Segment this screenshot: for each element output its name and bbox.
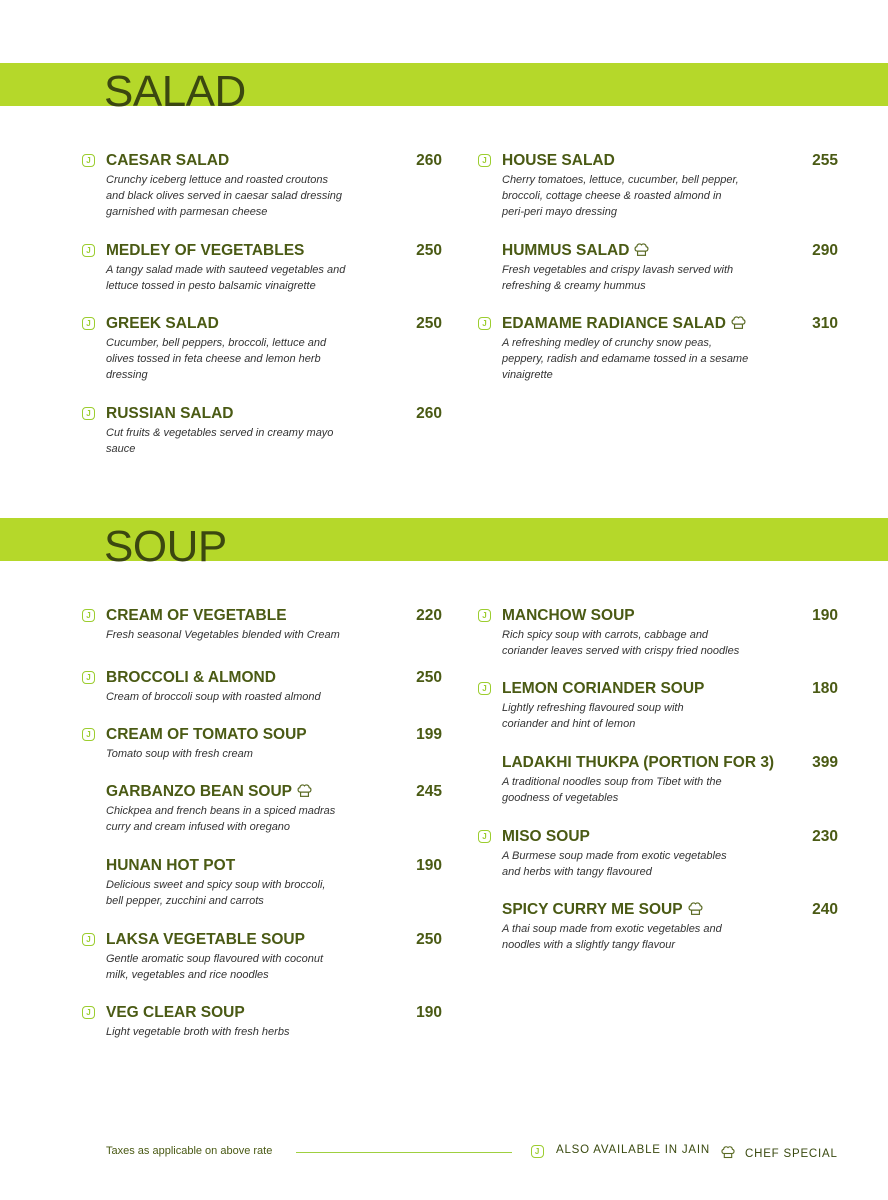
menu-item-description: [502, 262, 757, 294]
description-line: bell pepper, zucchini and carrots: [106, 895, 264, 907]
description-line: lettuce tossed in pesto balsamic vinaigrette: [106, 280, 316, 292]
menu-item-name: [106, 241, 304, 261]
description-line: Tomato soup with fresh cream: [106, 748, 253, 760]
menu-item-description: [106, 1024, 361, 1040]
chef-hat-icon: [296, 782, 313, 805]
description-line: A tangy salad made with sauteed vegetables and: [106, 264, 346, 276]
menu-item: [478, 151, 838, 220]
jain-icon: J: [82, 154, 95, 167]
description-line: Cucumber, bell peppers, broccoli, lettuce and: [106, 337, 327, 349]
description-line: Fresh vegetables and crispy lavash served with: [502, 264, 734, 276]
menu-item-header: [478, 314, 838, 334]
menu-item-header: [82, 668, 442, 688]
menu-item-price: 250: [416, 242, 442, 259]
menu-item-description: [106, 335, 361, 383]
menu-item-header: [478, 679, 838, 699]
menu-item-header: [82, 725, 442, 745]
menu-item-name-text: MEDLEY OF VEGETABLES: [106, 242, 305, 259]
menu-item-price: 290: [812, 242, 838, 259]
jain-icon: J: [82, 407, 95, 420]
menu-item-description: [106, 877, 361, 909]
menu-item: [82, 606, 442, 643]
menu-item-name-text: GREEK SALAD: [106, 315, 219, 332]
jain-icon: J: [82, 728, 95, 741]
menu-item-name-text: CREAM OF TOMATO SOUP: [106, 726, 307, 743]
menu-item-name: [502, 606, 635, 626]
menu-item-description: [106, 803, 361, 835]
description-line: Rich spicy soup with carrots, cabbage and: [502, 629, 709, 641]
description-line: goodness of vegetables: [502, 792, 619, 804]
menu-item-name-text: LEMON CORIANDER SOUP: [502, 680, 705, 697]
menu-item-name-text: RUSSIAN SALAD: [106, 405, 234, 422]
chef-hat-icon: [687, 900, 704, 923]
menu-item-price: 399: [812, 754, 838, 771]
menu-item-price: 250: [416, 931, 442, 948]
menu-item-name: [502, 753, 774, 773]
menu-item-name: [502, 679, 704, 699]
description-line: garnished with parmesan cheese: [106, 206, 268, 218]
menu-item-name: [106, 606, 287, 626]
menu-item-header: [82, 606, 442, 626]
menu-item-name: [106, 782, 313, 805]
jain-icon: J: [531, 1145, 544, 1158]
salad-title: SALAD: [104, 67, 246, 116]
menu-item-name: [106, 668, 276, 688]
legend-chef-label: CHEF SPECIAL: [745, 1148, 838, 1160]
menu-item-name-text: HOUSE SALAD: [502, 152, 615, 169]
menu-item: [478, 753, 838, 806]
footer-divider: [296, 1152, 512, 1153]
menu-item: [478, 314, 838, 383]
description-line: Chickpea and french beans in a spiced madras: [106, 805, 336, 817]
menu-item: [478, 606, 838, 659]
jain-icon: J: [478, 609, 491, 622]
jain-icon: J: [82, 933, 95, 946]
description-line: Delicious sweet and spicy soup with broccoli,: [106, 879, 326, 891]
jain-icon: J: [478, 154, 491, 167]
menu-item-description: [106, 262, 361, 294]
menu-item-price: 190: [416, 1004, 442, 1021]
description-line: coriander and hint of lemon: [502, 718, 636, 730]
menu-item-name-text: HUMMUS SALAD: [502, 242, 630, 259]
menu-item-description: [106, 172, 361, 220]
legend-jain-label: ALSO AVAILABLE IN JAIN: [556, 1144, 710, 1156]
description-line: A Burmese soup made from exotic vegetables: [502, 850, 727, 862]
menu-item: [82, 404, 442, 457]
description-line: broccoli, cottage cheese & roasted almond in: [502, 190, 722, 202]
description-line: Cream of broccoli soup with roasted almond: [106, 691, 321, 703]
menu-item-description: [106, 627, 361, 643]
menu-item-description: [502, 774, 757, 806]
menu-item: [478, 241, 838, 294]
description-line: Gentle aromatic soup flavoured with coconut: [106, 953, 324, 965]
menu-item-price: 220: [416, 607, 442, 624]
menu-item-price: 260: [416, 405, 442, 422]
menu-item-name-text: LAKSA VEGETABLE SOUP: [106, 931, 305, 948]
menu-item: [82, 314, 442, 383]
menu-item-price: 250: [416, 669, 442, 686]
menu-item-name-text: GARBANZO BEAN SOUP: [106, 783, 293, 800]
description-line: coriander leaves served with crispy fried noodles: [502, 645, 740, 657]
description-line: and black olives served in caesar salad dressing: [106, 190, 343, 202]
menu-item: [82, 856, 442, 909]
description-line: vinaigrette: [502, 369, 553, 381]
jain-icon: J: [82, 1006, 95, 1019]
description-line: peri-peri mayo dressing: [502, 206, 617, 218]
description-line: sauce: [106, 443, 136, 455]
description-line: milk, vegetables and rice noodles: [106, 969, 269, 981]
description-line: Cut fruits & vegetables served in creamy mayo: [106, 427, 334, 439]
jain-icon: J: [478, 317, 491, 330]
menu-item-header: [82, 782, 442, 802]
jain-icon: J: [82, 244, 95, 257]
description-line: and herbs with tangy flavoured: [502, 866, 652, 878]
menu-item-header: [82, 314, 442, 334]
menu-item: [82, 151, 442, 220]
menu-item-name-text: MISO SOUP: [502, 828, 590, 845]
menu-item-header: [82, 856, 442, 876]
menu-item-header: [478, 241, 838, 261]
menu-item-header: [82, 1003, 442, 1023]
menu-item-name-text: MANCHOW SOUP: [502, 607, 635, 624]
description-line: Lightly refreshing flavoured soup with: [502, 702, 684, 714]
menu-item-description: [502, 627, 757, 659]
menu-item-price: 310: [812, 315, 838, 332]
chef-hat-icon: [633, 241, 650, 264]
menu-item-name: [106, 314, 219, 334]
description-line: Fresh seasonal Vegetables blended with Cream: [106, 629, 340, 641]
menu-item-name-text: EDAMAME RADIANCE SALAD: [502, 315, 726, 332]
description-line: A traditional noodles soup from Tibet with the: [502, 776, 722, 788]
menu-item-price: 230: [812, 828, 838, 845]
menu-item-description: [502, 848, 757, 880]
jain-icon: J: [82, 671, 95, 684]
tax-note: Taxes as applicable on above rate: [106, 1145, 273, 1157]
menu-item-description: [502, 335, 757, 383]
menu-item-name-text: VEG CLEAR SOUP: [106, 1004, 245, 1021]
menu-item-description: [502, 921, 757, 953]
menu-item-name: [502, 241, 650, 264]
menu-item-name-text: LADAKHI THUKPA (PORTION FOR 3): [502, 754, 775, 771]
menu-item-name-text: CREAM OF VEGETABLE: [106, 607, 287, 624]
jain-icon: J: [478, 682, 491, 695]
description-line: peppery, radish and edamame tossed in a sesame: [502, 353, 749, 365]
chef-hat-icon: [730, 314, 747, 337]
description-line: Crunchy iceberg lettuce and roasted croutons: [106, 174, 328, 186]
menu-item-header: [478, 827, 838, 847]
menu-item-name: [502, 314, 747, 337]
menu-item-price: 245: [416, 783, 442, 800]
menu-item-price: 250: [416, 315, 442, 332]
legend-jain: [531, 1144, 710, 1158]
description-line: refreshing & creamy hummus: [502, 280, 646, 292]
menu-item: [82, 241, 442, 294]
soup-title: SOUP: [104, 522, 227, 571]
menu-item-header: [82, 404, 442, 424]
jain-icon: J: [478, 830, 491, 843]
menu-item-header: [478, 900, 838, 920]
description-line: olives tossed in feta cheese and lemon herb: [106, 353, 321, 365]
menu-item-name: [106, 930, 305, 950]
menu-item-description: [106, 689, 361, 705]
menu-item-name: [502, 151, 615, 171]
menu-item-price: 190: [416, 857, 442, 874]
menu-item-name: [106, 1003, 245, 1023]
menu-item-name: [502, 900, 704, 923]
menu-item-description: [106, 746, 361, 762]
description-line: Light vegetable broth with fresh herbs: [106, 1026, 290, 1038]
description-line: noodles with a slightly tangy flavour: [502, 939, 676, 951]
menu-item-name-text: CAESAR SALAD: [106, 152, 230, 169]
menu-item-name-text: SPICY CURRY ME SOUP: [502, 901, 683, 918]
menu-item-price: 199: [416, 726, 442, 743]
menu-item-price: 190: [812, 607, 838, 624]
jain-icon: J: [82, 317, 95, 330]
menu-item: [478, 679, 838, 732]
menu-item-price: 240: [812, 901, 838, 918]
description-line: curry and cream infused with oregano: [106, 821, 291, 833]
menu-item-description: [106, 425, 361, 457]
jain-icon: J: [82, 609, 95, 622]
description-line: Cherry tomatoes, lettuce, cucumber, bell pepper,: [502, 174, 739, 186]
description-line: A refreshing medley of crunchy snow peas,: [502, 337, 712, 349]
menu-item: [478, 827, 838, 880]
menu-item-description: [106, 951, 361, 983]
menu-item-header: [478, 753, 838, 773]
menu-item-header: [82, 241, 442, 261]
chef-hat-icon: [720, 1144, 736, 1160]
menu-item-description: [502, 172, 757, 220]
menu-item-name: [106, 151, 229, 171]
menu-item-header: [82, 151, 442, 171]
menu-item-price: 255: [812, 152, 838, 169]
menu-item: [82, 782, 442, 835]
menu-item: [82, 1003, 442, 1040]
menu-item-name: [106, 404, 233, 424]
legend-chef: [720, 1144, 838, 1160]
description-line: dressing: [106, 369, 148, 381]
menu-item-name-text: BROCCOLI & ALMOND: [106, 669, 276, 686]
menu-item-price: 260: [416, 152, 442, 169]
menu-item-name: [502, 827, 590, 847]
menu-item-name: [106, 856, 235, 876]
menu-item-name-text: HUNAN HOT POT: [106, 857, 236, 874]
menu-item-price: 180: [812, 680, 838, 697]
menu-item-header: [478, 151, 838, 171]
menu-item-description: [502, 700, 757, 732]
menu-item: [82, 725, 442, 762]
menu-item-header: [82, 930, 442, 950]
description-line: A thai soup made from exotic vegetables and: [502, 923, 722, 935]
menu-item: [478, 900, 838, 953]
menu-item: [82, 668, 442, 705]
menu-item-name: [106, 725, 307, 745]
menu-item: [82, 930, 442, 983]
menu-item-header: [478, 606, 838, 626]
